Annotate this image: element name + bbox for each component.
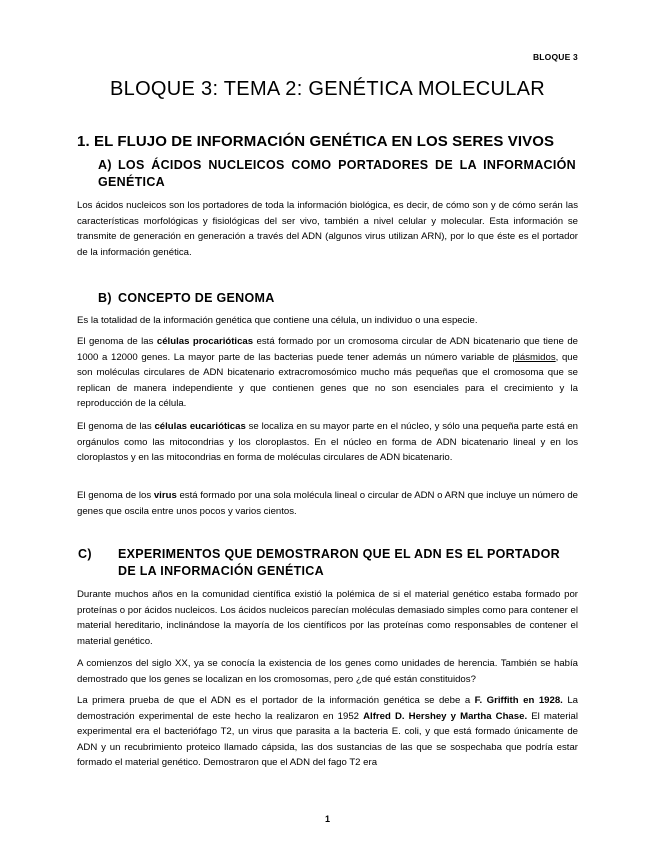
subsection-b-paragraph-2 bbox=[77, 334, 578, 412]
text-run: El genoma de los bbox=[77, 490, 154, 501]
subsection-a-paragraph-1: Los ácidos nucleicos son los portadores de toda la información biológica, es decir, de cómo son y de cómo serán las características morfológicas y fisiológicas del ser vivo, también a nivel celular y molecular. Esta información se transmite de generación en generación a través del ADN (algunos virus utilizan ARN), por lo que éste es el portador de la información genética. bbox=[77, 200, 578, 258]
text-run: , que son moléculas circulares de ADN bicatenario extracromosómico mucho más pequeñas que el cromosoma que se replican de manera independiente y que contienen genes que no son esenciales para el crecimiento y la reproducción de la célula. bbox=[77, 351, 578, 410]
emphasis-eucariotas: células eucarióticas bbox=[154, 421, 246, 432]
subsection-c-paragraph-1: Durante muchos años en la comunidad científica existió la polémica de si el material genético estaba formado por proteínas o por ácidos nucleicos. Los ácidos nucleicos parecían moléculas demasiado simples como para contener el material hereditario, inclinándose la mayoría de los científicos por las proteínas como responsables de contener el material genético. bbox=[77, 589, 578, 647]
underlined-plasmidos: plásmidos bbox=[512, 351, 556, 363]
text-run: El genoma de las bbox=[77, 421, 155, 432]
subsection-b-heading bbox=[98, 290, 576, 307]
running-header: BLOQUE 3 bbox=[532, 52, 578, 62]
text-run: La primera prueba de que el ADN es el portador de la información genética se debe a bbox=[77, 695, 475, 706]
emphasis-procariotas: células procarióticas bbox=[156, 336, 254, 347]
text-run: El material experimental era el bacteriófago T2, un virus que parasita a la bacteria E. coli, y que está formado únicamente de ADN y un recubrimiento proteico llamado cápsida, las dos sustancias de las que se sospechaba que podría estar formado el material genético. Demostraron que el ADN del fago T2 era bbox=[77, 710, 578, 769]
emphasis-hershey-chase: Alfred D. Hershey y Martha Chase. bbox=[363, 710, 528, 722]
page-title: BLOQUE 3: TEMA 2: GENÉTICA MOLECULAR bbox=[110, 78, 545, 100]
text-run: La demostración experimental de este hecho la realizaron en 1952 bbox=[77, 695, 579, 722]
emphasis-virus: virus bbox=[153, 490, 177, 501]
emphasis-griffith: F. Griffith en 1928. bbox=[474, 695, 563, 706]
subsection-c-paragraph-2: A comienzos del siglo XX, ya se conocía la existencia de los genes como unidades de herencia. También se había demostrado que los genes se localizan en los cromosomas, pero ¿de qué están constituidos? bbox=[77, 658, 578, 685]
section-1-heading: 1. EL FLUJO DE INFORMACIÓN GENÉTICA EN LOS SERES VIVOS bbox=[77, 133, 555, 150]
page-number: 1 bbox=[324, 814, 330, 824]
subsection-c-paragraph-3 bbox=[77, 693, 578, 771]
text-run: está formado por un cromosoma circular de ADN bicatenario que tiene de 1000 a 12000 genes. La mayor parte de las bacterias puede tener además un número variable de bbox=[77, 336, 578, 363]
subsection-c-heading bbox=[78, 546, 576, 580]
subsection-b-title: CONCEPTO DE GENOMA bbox=[118, 291, 275, 305]
text-run: se localiza en su mayor parte en el núcleo, y sólo una pequeña parte está en orgánulos como las mitocondrias y los cloroplastos. En el núcleo en forma de ADN bicatenario lineal y en los cloroplastos y en las mitocondrias en forma de moléculas circulares de ADN bicatenario. bbox=[77, 421, 578, 464]
subsection-b-label: B) bbox=[98, 291, 112, 305]
subsection-c-title: EXPERIMENTOS QUE DEMOSTRARON QUE EL ADN ES EL PORTADOR DE LA INFORMACIÓN GENÉTICA bbox=[118, 547, 560, 578]
subsection-a-label: A) bbox=[98, 158, 112, 172]
text-run: El genoma de las bbox=[77, 336, 157, 347]
subsection-b-paragraph-3 bbox=[77, 419, 578, 466]
subsection-b-paragraph-4 bbox=[77, 488, 578, 519]
subsection-c-label: C) bbox=[78, 547, 92, 561]
subsection-b-paragraph-1: Es la totalidad de la información genética que contiene una célula, un individuo o una especie. bbox=[77, 315, 478, 326]
subsection-a-title: LOS ÁCIDOS NUCLEICOS COMO PORTADORES DE LA INFORMACIÓN GENÉTICA bbox=[98, 158, 576, 189]
subsection-a-heading bbox=[98, 157, 576, 191]
text-run: está formado por una sola molécula lineal o circular de ADN o ARN que incluye un número de genes que oscila entre unos pocos y varios cientos. bbox=[77, 490, 578, 517]
